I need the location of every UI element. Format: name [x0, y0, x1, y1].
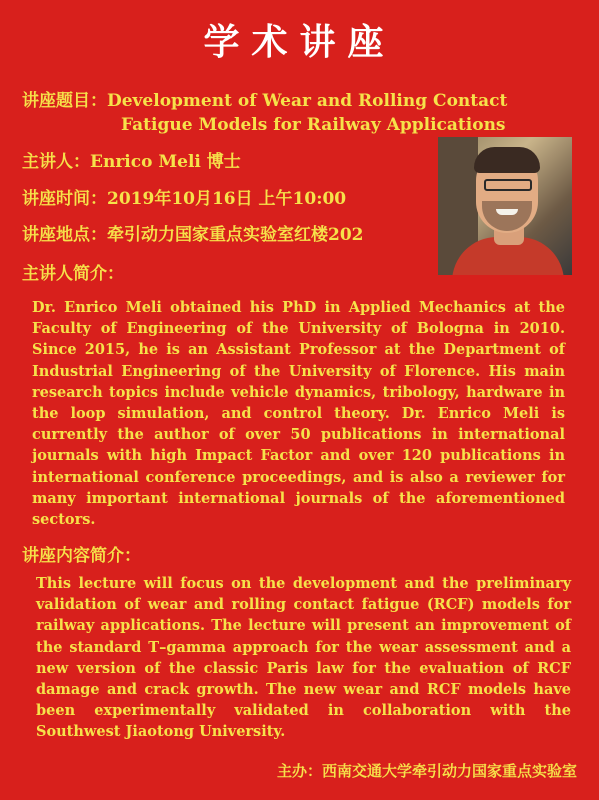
- page-title: 学术讲座: [203, 21, 396, 63]
- topic-label: 讲座题目：: [22, 91, 107, 111]
- host-label: 主办：: [276, 762, 322, 780]
- time-label: 讲座时间：: [22, 189, 107, 209]
- abstract-paragraph: This lecture will focus on the development and the preliminary validation of wear and rolling contact fatigue (RCF) models for railway applications. The lecture will present an improvement of the standard T–gamma approach for the wear assessment and a new version of the classic Paris law for the evaluation of RCF damage and crack growth. The new wear and RCF models have been experimentally validated in collaboration with the Southwest Jiaotong University.: [36, 575, 571, 741]
- speaker-line: [22, 147, 241, 172]
- photo-hair: [474, 147, 540, 173]
- time-value: 2019年10月16日 上午10:00: [107, 189, 347, 209]
- photo-glasses: [484, 179, 532, 191]
- topic-text-1: Development of Wear and Rolling Contact: [107, 91, 508, 111]
- abstract-heading: 讲座内容简介：: [22, 546, 141, 566]
- time-line: [22, 184, 346, 209]
- speaker-name: Enrico Meli 博士: [90, 152, 241, 172]
- bio-paragraph: Dr. Enrico Meli obtained his PhD in Applied Mechanics at the Faculty of Engineering of the University of Bologna in 2010. Since 2015, he is an Assistant Professor at the Department of Industrial Engineering of the University of Florence. His main research topics include vehicle dynamics, tribology, hardware in the loop simulation, and control theory. Dr. Enrico Meli is currently the author of over 50 publications in international journals with high Impact Factor and over 120 publications in international conference proceedings, and is also a reviewer for many important international journals of the aforementioned sectors.: [32, 299, 565, 529]
- place-label: 讲座地点：: [22, 225, 107, 245]
- host-value: 西南交通大学牵引动力国家重点实验室: [321, 762, 577, 780]
- topic-text-2: Fatigue Models for Railway Applications: [121, 115, 506, 135]
- bio-heading: 主讲人简介：: [22, 264, 124, 284]
- place-value: 牵引动力国家重点实验室红楼202: [107, 225, 364, 245]
- speaker-photo: [438, 137, 572, 275]
- photo-smile: [496, 209, 518, 215]
- host-line: [277, 760, 577, 781]
- speaker-label: 主讲人：: [22, 152, 90, 172]
- place-line: [22, 220, 364, 245]
- topic-line-1: [22, 86, 507, 111]
